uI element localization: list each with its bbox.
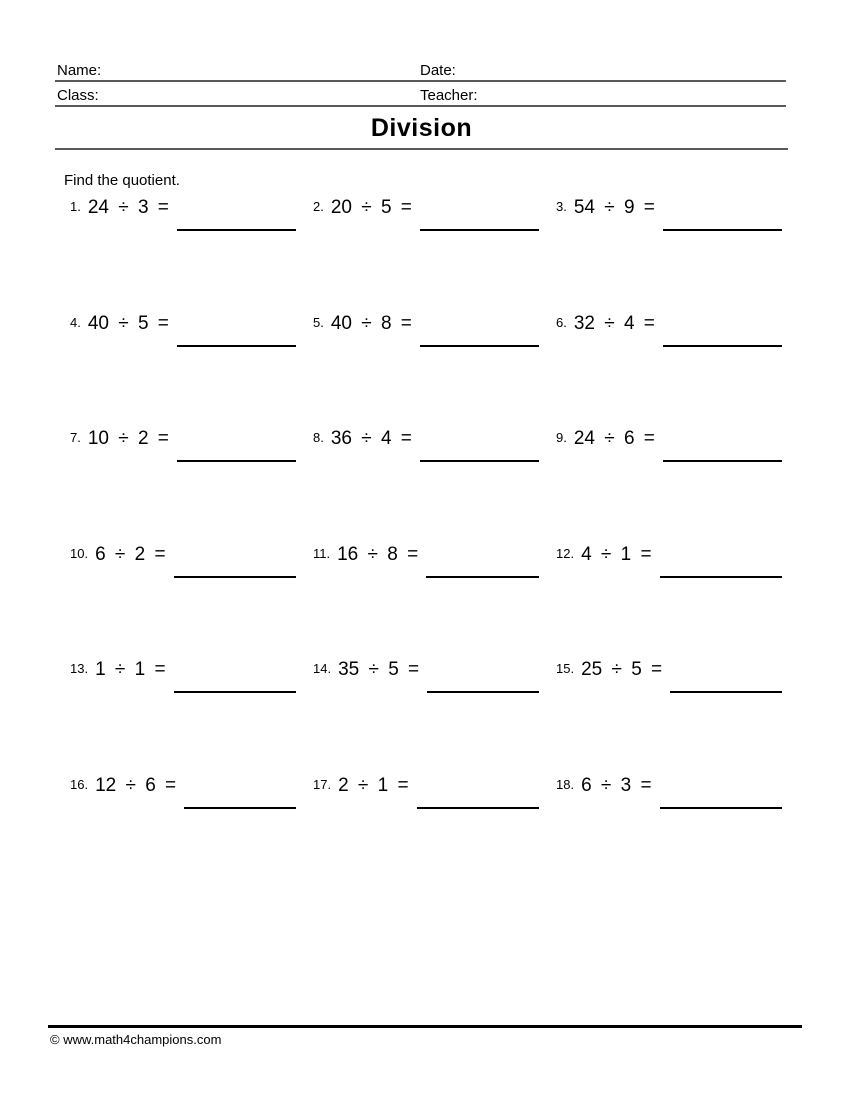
answer-blank-line — [184, 774, 296, 809]
problem-item-7 — [70, 427, 296, 543]
problem-item-17 — [313, 774, 539, 890]
problem-expression: 20 ÷ 5 = — [330, 197, 412, 218]
name-date-fill-line — [55, 80, 786, 82]
problem-expression: 54 ÷ 9 = — [573, 197, 655, 218]
problem-number: 8. — [313, 430, 324, 445]
problem-number: 13. — [70, 661, 89, 676]
class-teacher-fill-line — [55, 105, 786, 107]
problem-expression: 12 ÷ 6 = — [95, 774, 177, 796]
problem-number: 10. — [70, 545, 89, 561]
answer-blank-line — [177, 427, 296, 462]
problem-expression: 25 ÷ 5 = — [581, 659, 663, 680]
problem-item-4 — [70, 312, 296, 428]
problem-number: 12. — [556, 545, 575, 561]
problem-expression: 32 ÷ 4 = — [573, 312, 655, 334]
answer-blank-line — [177, 196, 296, 231]
problem-expression: 2 ÷ 1 = — [338, 774, 409, 796]
problem-number: 6. — [556, 314, 567, 330]
answer-blank-line — [660, 774, 782, 809]
answer-blank-line — [663, 427, 782, 462]
problem-number: 16. — [70, 776, 89, 792]
problem-item-8 — [313, 427, 539, 543]
footer-divider-line — [48, 1025, 802, 1028]
problem-number: 9. — [556, 430, 567, 445]
problem-expression: 4 ÷ 1 = — [581, 543, 652, 565]
problem-expression: 40 ÷ 5 = — [87, 312, 169, 334]
problem-expression: 6 ÷ 3 = — [581, 774, 652, 796]
problem-number: 3. — [556, 199, 567, 214]
answer-blank-line — [174, 658, 296, 693]
answer-blank-line — [663, 312, 782, 347]
problem-number: 17. — [313, 776, 332, 792]
answer-blank-line — [174, 543, 296, 578]
problems-grid — [70, 196, 799, 889]
problem-item-13 — [70, 658, 296, 774]
answer-blank-line — [177, 312, 296, 347]
problem-item-2 — [313, 196, 539, 312]
answer-blank-line — [417, 774, 539, 809]
problem-item-9 — [556, 427, 782, 543]
problem-expression: 24 ÷ 3 = — [87, 197, 169, 218]
problem-number: 5. — [313, 314, 324, 330]
problem-item-16 — [70, 774, 296, 890]
problem-item-5 — [313, 312, 539, 428]
problem-expression: 6 ÷ 2 = — [95, 543, 166, 565]
problem-number: 14. — [313, 661, 332, 676]
problem-item-10 — [70, 543, 296, 659]
answer-blank-line — [426, 543, 539, 578]
problem-number: 15. — [556, 661, 575, 676]
title-underline — [55, 148, 788, 150]
problem-number: 7. — [70, 430, 81, 445]
problem-expression: 24 ÷ 6 = — [573, 428, 655, 449]
problem-item-11 — [313, 543, 539, 659]
name-label: Name: — [57, 62, 102, 79]
problem-item-12 — [556, 543, 782, 659]
date-label: Date: — [420, 62, 456, 79]
problem-expression: 1 ÷ 1 = — [95, 659, 166, 680]
problem-number: 1. — [70, 199, 81, 214]
problem-item-3 — [556, 196, 782, 312]
problem-expression: 16 ÷ 8 = — [337, 543, 419, 565]
answer-blank-line — [420, 312, 539, 347]
page-title: Division — [370, 114, 473, 142]
copyright-text: © www.math4champions.com — [50, 1032, 222, 1047]
answer-blank-line — [660, 543, 782, 578]
answer-blank-line — [427, 658, 539, 693]
answer-blank-line — [420, 427, 539, 462]
problem-item-6 — [556, 312, 782, 428]
problem-number: 2. — [313, 199, 324, 214]
problem-item-18 — [556, 774, 782, 890]
answer-blank-line — [670, 658, 782, 693]
problem-expression: 35 ÷ 5 = — [338, 659, 420, 680]
problem-number: 4. — [70, 314, 81, 330]
problem-item-14 — [313, 658, 539, 774]
problem-item-15 — [556, 658, 782, 774]
problem-expression: 40 ÷ 8 = — [330, 312, 412, 334]
teacher-label: Teacher: — [420, 87, 478, 104]
problem-expression: 36 ÷ 4 = — [330, 428, 412, 449]
answer-blank-line — [420, 196, 539, 231]
problem-expression: 10 ÷ 2 = — [87, 428, 169, 449]
class-label: Class: — [57, 87, 99, 104]
instruction-text: Find the quotient. — [64, 172, 180, 189]
problem-number: 11. — [313, 545, 331, 561]
problem-item-1 — [70, 196, 296, 312]
problem-number: 18. — [556, 776, 575, 792]
answer-blank-line — [663, 196, 782, 231]
